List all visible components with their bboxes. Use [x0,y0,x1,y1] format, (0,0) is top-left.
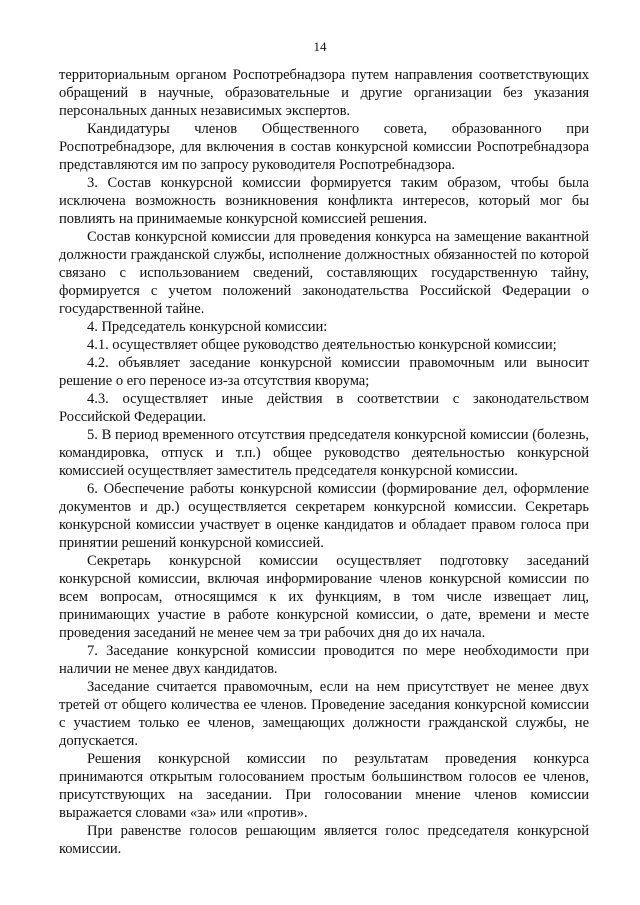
paragraph-candidates: Кандидатуры членов Общественного совета, образованного при Роспотребнадзоре, для включения в состав конкурсной комиссии Роспотребнадзора представляются им по запросу руководителя Роспотребнадзора. [59,121,589,173]
paragraph-item-4-1: 4.1. осуществляет общее руководство деятельностью конкурсной комиссии; [87,337,557,353]
paragraph-continuation: территориальным органом Роспотребнадзора путем направления соответствующих обращений в научные, образовательные и другие организации без указания персональных данных независимых экспертов. [59,67,589,119]
paragraph-item-3: 3. Состав конкурсной комиссии формируется таким образом, чтобы была исключена возможность возникновения конфликта интересов, который мог бы повлиять на принимаемые конкурсной комиссией решения. [59,175,589,227]
page-number: 14 [313,39,327,54]
paragraph-item-5: 5. В период временного отсутствия председателя конкурсной комиссии (болезнь, командировка, отпуск и т.п.) общее руководство деятельностью конкурсной комиссией осуществляет заместитель председателя конкурсной комиссии. [59,427,589,479]
paragraph-item-7: 7. Заседание конкурсной комиссии проводится по мере необходимости при наличии не менее двух кандидатов. [59,643,589,677]
paragraph-tie-vote: При равенстве голосов решающим является голос председателя конкурсной комиссии. [59,823,589,857]
paragraph-decisions: Решения конкурсной комиссии по результатам проведения конкурса принимаются открытым голосованием простым большинством голосов ее членов, присутствующих на заседании. При голосовании мнение членов комиссии выражается словами «за» или «против». [59,751,589,821]
paragraph-state-secret: Состав конкурсной комиссии для проведения конкурса на замещение вакантной должности гражданской службы, исполнение должностных обязанностей по которой связано с использованием сведений, составляющих государственную тайну, формируется с учетом положений законодательства Российской Федерации о государственной тайне. [59,229,589,317]
paragraph-item-4-3: 4.3. осуществляет иные действия в соответствии с законодательством Российской Федерации. [59,391,589,425]
paragraph-item-6: 6. Обеспечение работы конкурсной комиссии (формирование дел, оформление документов и др.) осуществляется секретарем конкурсной комиссии. Секретарь конкурсной комиссии участвует в оценке кандидатов и обладает правом голоса при принятии решений конкурсной комиссией. [59,481,589,551]
paragraph-item-4-2: 4.2. объявляет заседание конкурсной комиссии правомочным или выносит решение о его переносе из-за отсутствия кворума; [59,355,589,389]
paragraph-item-4: 4. Председатель конкурсной комиссии: [87,319,328,335]
document-body [59,66,589,858]
paragraph-secretary: Секретарь конкурсной комиссии осуществляет подготовку заседаний конкурсной комиссии, включая информирование членов конкурсной комиссии по всем вопросам, относящимся к их функциям, в том числе извещает лиц, принимающих участие в работе конкурсной комиссии, о дате, времени и месте проведения заседаний не менее чем за три рабочих дня до их начала. [59,553,589,641]
paragraph-quorum: Заседание считается правомочным, если на нем присутствует не менее двух третей от общего количества ее членов. Проведение заседания конкурсной комиссии с участием только ее членов, замещающих должности гражданской службы, не допускается. [59,679,589,749]
